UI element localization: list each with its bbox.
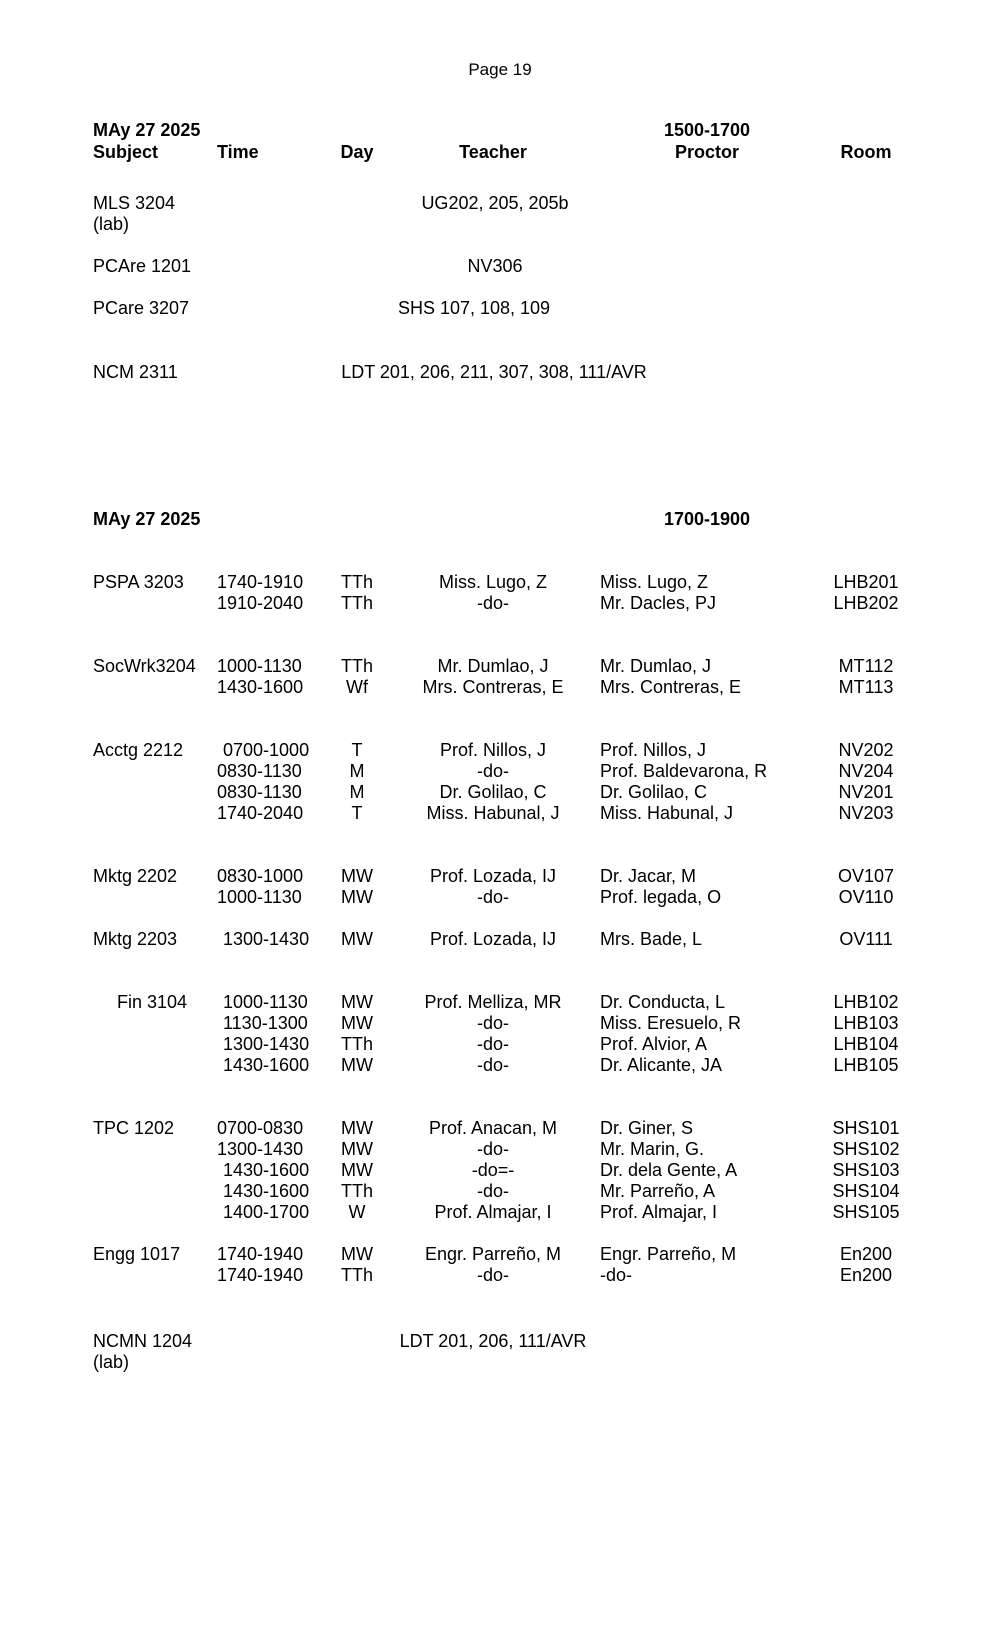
room-cell: SHS102 bbox=[832, 1139, 900, 1159]
section2-date-row bbox=[0, 509, 1000, 530]
room-cell: NV204 bbox=[838, 761, 894, 781]
time-cell: 1430-1600 bbox=[223, 1181, 310, 1201]
subject-code: NCMN 1204 bbox=[93, 1331, 193, 1351]
time-cell: 1000-1130 bbox=[217, 887, 302, 907]
time-cell: 1000-1130 bbox=[217, 656, 302, 676]
time-cell: 1430-1600 bbox=[217, 677, 304, 697]
day-cell: W bbox=[348, 1202, 366, 1222]
header-subject: Subject bbox=[93, 142, 159, 162]
teacher-cell: -do- bbox=[476, 1055, 510, 1075]
proctor-cell: Miss. Habunal, J bbox=[600, 803, 734, 823]
teacher-cell: -do- bbox=[476, 1034, 510, 1054]
room-cell: LHB105 bbox=[833, 1055, 899, 1075]
proctor-cell: Dr. Alicante, JA bbox=[600, 1055, 723, 1075]
teacher-cell: -do- bbox=[476, 1181, 510, 1201]
table-row bbox=[0, 677, 1000, 698]
table-row bbox=[0, 929, 1000, 950]
proctor-cell: Mr. Dumlao, J bbox=[600, 656, 712, 676]
room-cell: LHB104 bbox=[833, 1034, 899, 1054]
section2-date: MAy 27 2025 bbox=[93, 509, 201, 529]
table-row bbox=[0, 1244, 1000, 1265]
room-cell: En200 bbox=[839, 1244, 893, 1264]
day-cell: MW bbox=[341, 866, 373, 886]
subject-code: Acctg 2212 bbox=[93, 740, 184, 760]
subject-code: PCare 3207 bbox=[93, 298, 190, 318]
section2-time-slot: 1700-1900 bbox=[663, 509, 751, 529]
list-item bbox=[0, 256, 1000, 277]
table-row bbox=[0, 1055, 1000, 1076]
table-row bbox=[0, 593, 1000, 614]
time-cell: 1000-1130 bbox=[223, 992, 308, 1012]
day-cell: T bbox=[351, 803, 363, 823]
room-cell: NV201 bbox=[838, 782, 894, 802]
table-row bbox=[0, 1202, 1000, 1223]
table-row bbox=[0, 572, 1000, 593]
subject-note: (lab) bbox=[93, 1352, 130, 1372]
room-cell: SHS101 bbox=[832, 1118, 900, 1138]
table-row bbox=[0, 1181, 1000, 1202]
day-cell: MW bbox=[341, 1118, 373, 1138]
time-cell: 1300-1430 bbox=[217, 1139, 304, 1159]
room-cell: OV110 bbox=[838, 887, 894, 907]
table-row bbox=[0, 887, 1000, 908]
teacher-cell: Prof. Anacan, M bbox=[428, 1118, 558, 1138]
time-cell: 1130-1300 bbox=[223, 1013, 308, 1033]
room-cell: MT112 bbox=[838, 656, 894, 676]
table-row bbox=[0, 740, 1000, 761]
time-cell: 1300-1430 bbox=[223, 1034, 310, 1054]
day-cell: MW bbox=[341, 929, 373, 949]
column-headers bbox=[0, 142, 1000, 163]
room-cell: SHS103 bbox=[832, 1160, 900, 1180]
subject-code: NCM 2311 bbox=[93, 362, 178, 382]
teacher-cell: Prof. Almajar, I bbox=[434, 1202, 552, 1222]
room-cell: En200 bbox=[839, 1265, 893, 1285]
subject-code: Mktg 2203 bbox=[93, 929, 178, 949]
table-row bbox=[0, 803, 1000, 824]
time-cell: 1740-1940 bbox=[217, 1244, 304, 1264]
day-cell: MW bbox=[341, 1055, 373, 1075]
subject-code: Engg 1017 bbox=[93, 1244, 181, 1264]
table-row bbox=[0, 1265, 1000, 1286]
day-cell: TTh bbox=[340, 1181, 374, 1201]
teacher-cell: -do- bbox=[476, 887, 510, 907]
list-item bbox=[0, 193, 1000, 214]
teacher-cell: -do=- bbox=[471, 1160, 515, 1180]
time-cell: 1910-2040 bbox=[217, 593, 304, 613]
proctor-cell: Mr. Marin, G. bbox=[600, 1139, 705, 1159]
proctor-cell: Prof. Alvior, A bbox=[600, 1034, 708, 1054]
subject-code: Mktg 2202 bbox=[93, 866, 178, 886]
subject-code: PSPA 3203 bbox=[93, 572, 184, 592]
proctor-cell: Mrs. Contreras, E bbox=[600, 677, 742, 697]
teacher-cell: -do- bbox=[476, 1139, 510, 1159]
table-row bbox=[0, 1160, 1000, 1181]
day-cell: TTh bbox=[340, 656, 374, 676]
room-cell: LHB201 bbox=[833, 572, 899, 592]
subject-code: TPC 1202 bbox=[93, 1118, 175, 1138]
proctor-cell: Miss. Lugo, Z bbox=[600, 572, 709, 592]
teacher-cell: Miss. Habunal, J bbox=[426, 803, 560, 823]
room-list: NV306 bbox=[467, 256, 523, 276]
proctor-cell: Dr. Conducta, L bbox=[600, 992, 726, 1012]
header-teacher: Teacher bbox=[459, 142, 527, 162]
room-list: LDT 201, 206, 111/AVR bbox=[399, 1331, 587, 1351]
header-proctor: Proctor bbox=[674, 142, 740, 162]
proctor-cell: -do- bbox=[600, 1265, 633, 1285]
subject-note: (lab) bbox=[93, 214, 130, 234]
room-cell: SHS105 bbox=[832, 1202, 900, 1222]
subject-note-row bbox=[0, 214, 1000, 235]
room-cell: SHS104 bbox=[832, 1181, 900, 1201]
day-cell: MW bbox=[341, 1244, 373, 1264]
section1-date: MAy 27 2025 bbox=[93, 120, 201, 140]
proctor-cell: Dr. Golilao, C bbox=[600, 782, 708, 802]
subject-code: MLS 3204 bbox=[93, 193, 176, 213]
room-cell: LHB103 bbox=[833, 1013, 899, 1033]
time-cell: 1740-1940 bbox=[217, 1265, 304, 1285]
teacher-cell: Engr. Parreño, M bbox=[424, 1244, 562, 1264]
time-cell: 0830-1130 bbox=[217, 782, 302, 802]
table-row bbox=[0, 656, 1000, 677]
day-cell: M bbox=[349, 761, 365, 781]
proctor-cell: Mr. Parreño, A bbox=[600, 1181, 716, 1201]
day-cell: TTh bbox=[340, 572, 374, 592]
day-cell: MW bbox=[341, 887, 373, 907]
table-row bbox=[0, 1118, 1000, 1139]
day-cell: MW bbox=[341, 1139, 373, 1159]
list-item bbox=[0, 362, 1000, 383]
proctor-cell: Dr. dela Gente, A bbox=[600, 1160, 738, 1180]
time-cell: 1740-2040 bbox=[217, 803, 304, 823]
subject-code: SocWrk3204 bbox=[93, 656, 196, 676]
room-list: LDT 201, 206, 211, 307, 308, 111/AVR bbox=[341, 362, 647, 382]
room-list: SHS 107, 108, 109 bbox=[397, 298, 551, 318]
table-row bbox=[0, 782, 1000, 803]
proctor-cell: Dr. Jacar, M bbox=[600, 866, 697, 886]
teacher-cell: -do- bbox=[476, 593, 510, 613]
table-row bbox=[0, 761, 1000, 782]
room-cell: OV107 bbox=[837, 866, 895, 886]
teacher-cell: Dr. Golilao, C bbox=[439, 782, 547, 802]
proctor-cell: Prof. Nillos, J bbox=[600, 740, 707, 760]
room-cell: MT113 bbox=[838, 677, 894, 697]
day-cell: MW bbox=[341, 1013, 373, 1033]
subject-note-row bbox=[0, 1352, 1000, 1373]
room-cell: OV111 bbox=[839, 929, 893, 949]
room-cell: LHB202 bbox=[833, 593, 899, 613]
time-cell: 1430-1600 bbox=[223, 1160, 310, 1180]
subject-code: PCAre 1201 bbox=[93, 256, 192, 276]
day-cell: MW bbox=[341, 992, 373, 1012]
header-room: Room bbox=[840, 142, 892, 162]
table-row bbox=[0, 1013, 1000, 1034]
table-row bbox=[0, 866, 1000, 887]
proctor-cell: Dr. Giner, S bbox=[600, 1118, 694, 1138]
time-cell: 1400-1700 bbox=[223, 1202, 310, 1222]
time-cell: 0700-1000 bbox=[223, 740, 310, 760]
proctor-cell: Engr. Parreño, M bbox=[600, 1244, 737, 1264]
subject-code: Fin 3104 bbox=[117, 992, 188, 1012]
table-row bbox=[0, 1034, 1000, 1055]
proctor-cell: Mr. Dacles, PJ bbox=[600, 593, 717, 613]
room-cell: NV202 bbox=[838, 740, 894, 760]
proctor-cell: Prof. legada, O bbox=[600, 887, 722, 907]
time-cell: 0830-1000 bbox=[217, 866, 304, 886]
teacher-cell: -do- bbox=[476, 1265, 510, 1285]
teacher-cell: Prof. Lozada, IJ bbox=[429, 929, 557, 949]
section1-time-slot: 1500-1700 bbox=[663, 120, 751, 140]
day-cell: M bbox=[349, 782, 365, 802]
proctor-cell: Mrs. Bade, L bbox=[600, 929, 703, 949]
day-cell: MW bbox=[341, 1160, 373, 1180]
proctor-cell: Prof. Baldevarona, R bbox=[600, 761, 768, 781]
day-cell: TTh bbox=[340, 1034, 374, 1054]
teacher-cell: -do- bbox=[476, 761, 510, 781]
teacher-cell: Prof. Nillos, J bbox=[439, 740, 547, 760]
time-cell: 1300-1430 bbox=[223, 929, 310, 949]
time-cell: 0830-1130 bbox=[217, 761, 302, 781]
teacher-cell: Miss. Lugo, Z bbox=[438, 572, 548, 592]
header-time: Time bbox=[217, 142, 259, 162]
time-cell: 0700-0830 bbox=[217, 1118, 304, 1138]
teacher-cell: -do- bbox=[476, 1013, 510, 1033]
room-list: UG202, 205, 205b bbox=[421, 193, 569, 213]
room-cell: LHB102 bbox=[833, 992, 899, 1012]
teacher-cell: Mr. Dumlao, J bbox=[437, 656, 549, 676]
list-item bbox=[0, 298, 1000, 319]
proctor-cell: Miss. Eresuelo, R bbox=[600, 1013, 742, 1033]
time-cell: 1740-1910 bbox=[217, 572, 304, 592]
day-cell: TTh bbox=[340, 1265, 374, 1285]
table-row bbox=[0, 992, 1000, 1013]
time-cell: 1430-1600 bbox=[223, 1055, 310, 1075]
teacher-cell: Prof. Lozada, IJ bbox=[429, 866, 557, 886]
teacher-cell: Prof. Melliza, MR bbox=[424, 992, 562, 1012]
room-cell: NV203 bbox=[838, 803, 894, 823]
proctor-cell: Prof. Almajar, I bbox=[600, 1202, 718, 1222]
day-cell: Wf bbox=[346, 677, 368, 697]
day-cell: TTh bbox=[340, 593, 374, 613]
day-cell: T bbox=[351, 740, 363, 760]
table-row bbox=[0, 1139, 1000, 1160]
teacher-cell: Mrs. Contreras, E bbox=[422, 677, 564, 697]
section1-date-row bbox=[0, 120, 1000, 141]
page-number: Page 19 bbox=[468, 60, 532, 79]
list-item bbox=[0, 1331, 1000, 1352]
header-day: Day bbox=[340, 142, 374, 162]
